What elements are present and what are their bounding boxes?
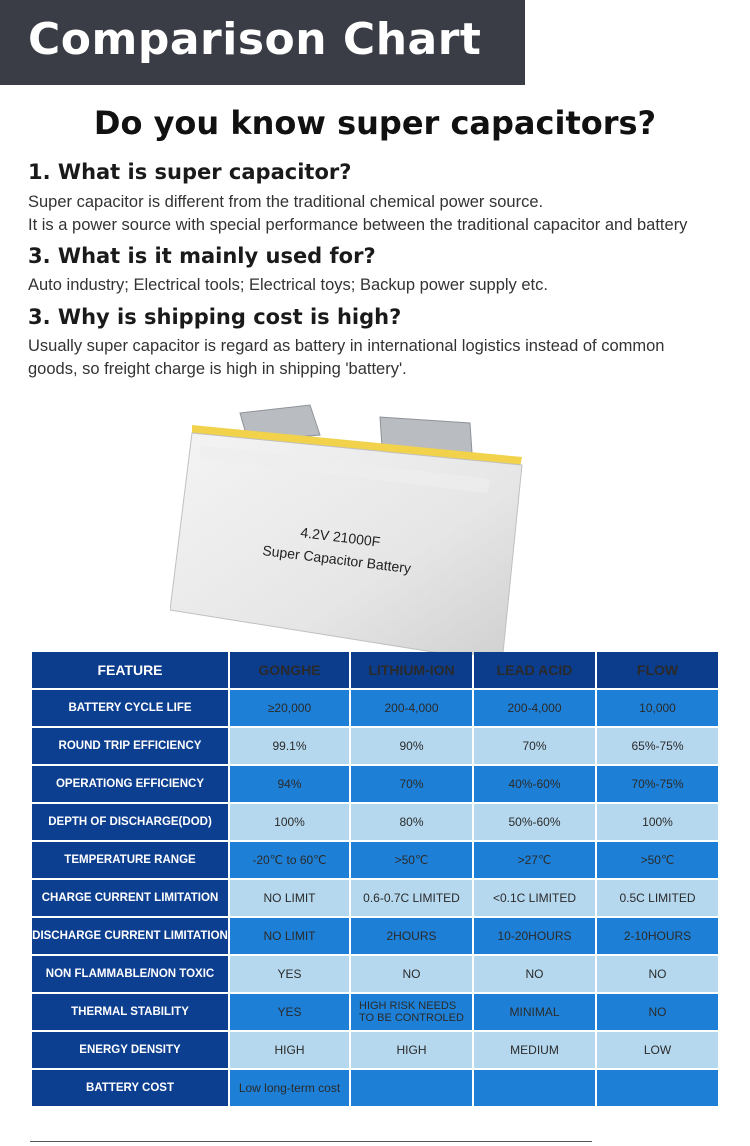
row-label: ROUND TRIP EFFICIENCY	[32, 728, 228, 764]
row-label: BATTERY CYCLE LIFE	[32, 690, 228, 726]
header-lead-acid: LEAD ACID	[474, 652, 595, 688]
table-cell: LOW	[597, 1032, 718, 1068]
table-cell: 40%-60%	[474, 766, 595, 802]
row-label: OPERATIONG EFFICIENCY	[32, 766, 228, 802]
table-cell: >27℃	[474, 842, 595, 878]
table-row	[32, 956, 718, 992]
table-cell: 50%-60%	[474, 804, 595, 840]
question-1: 1. What is super capacitor?	[28, 160, 352, 184]
table-cell: MINIMAL	[474, 994, 595, 1030]
table-cell: -20℃ to 60℃	[230, 842, 349, 878]
table-cell: Low long-term cost	[230, 1070, 349, 1106]
table-cell: NO	[474, 956, 595, 992]
footer-divider	[30, 1141, 592, 1142]
table-row	[32, 1070, 718, 1106]
table-cell: NO	[597, 956, 718, 992]
answer-3-line-1: Usually super capacitor is regard as battery in international logistics instead of common	[28, 337, 665, 355]
row-label: BATTERY COST	[32, 1070, 228, 1106]
table-cell: 2HOURS	[351, 918, 472, 954]
table-cell: 2-10HOURS	[597, 918, 718, 954]
table-cell: NO LIMIT	[230, 918, 349, 954]
table-row	[32, 1032, 718, 1068]
answer-2-line-1: Auto industry; Electrical tools; Electrical toys; Backup power supply etc.	[28, 276, 548, 294]
title-banner	[0, 0, 525, 85]
row-label: CHARGE CURRENT LIMITATION	[32, 880, 228, 916]
table-cell: 100%	[597, 804, 718, 840]
table-row	[32, 766, 718, 802]
product-label-line-2: Super Capacitor Battery	[261, 542, 412, 577]
table-cell: HIGH	[351, 1032, 472, 1068]
table-cell: 99.1%	[230, 728, 349, 764]
header-feature: FEATURE	[32, 652, 228, 688]
table-cell: <0.1C LIMITED	[474, 880, 595, 916]
row-label: TEMPERATURE RANGE	[32, 842, 228, 878]
table-cell	[597, 1070, 718, 1106]
header-gonghe: GONGHE	[230, 652, 349, 688]
table-cell: 94%	[230, 766, 349, 802]
answer-1-line-2: It is a power source with special performance between the traditional capacitor and battery	[28, 216, 688, 234]
super-capacitor-image	[170, 395, 530, 655]
table-cell: >50℃	[351, 842, 472, 878]
table-cell: 10,000	[597, 690, 718, 726]
table-cell: NO LIMIT	[230, 880, 349, 916]
table-row	[32, 728, 718, 764]
table-cell: HIGH	[230, 1032, 349, 1068]
table-row	[32, 880, 718, 916]
table-cell: MEDIUM	[474, 1032, 595, 1068]
table-cell: 10-20HOURS	[474, 918, 595, 954]
table-cell: YES	[230, 956, 349, 992]
table-row	[32, 842, 718, 878]
banner-title: Comparison Chart	[28, 14, 482, 65]
table-cell: 0.5C LIMITED	[597, 880, 718, 916]
table-row	[32, 804, 718, 840]
table-cell: 100%	[230, 804, 349, 840]
page-title: Do you know super capacitors?	[93, 104, 657, 142]
header-flow: FLOW	[597, 652, 718, 688]
question-3: 3. Why is shipping cost is high?	[28, 305, 402, 329]
table-header-row	[32, 652, 718, 688]
table-cell: YES	[230, 994, 349, 1030]
table-cell: 70%	[351, 766, 472, 802]
table-cell: >50℃	[597, 842, 718, 878]
row-label: ENERGY DENSITY	[32, 1032, 228, 1068]
table-cell: NO	[351, 956, 472, 992]
table-cell: 90%	[351, 728, 472, 764]
table-cell: 65%-75%	[597, 728, 718, 764]
table-row	[32, 690, 718, 726]
row-label: DEPTH OF DISCHARGE(DOD)	[32, 804, 228, 840]
header-lithium-ion: LITHIUM-ION	[351, 652, 472, 688]
answer-1-line-1: Super capacitor is different from the traditional chemical power source.	[28, 193, 544, 211]
table-cell: 70%-75%	[597, 766, 718, 802]
table-cell	[351, 1070, 472, 1106]
table-cell: 200-4,000	[474, 690, 595, 726]
table-cell: 70%	[474, 728, 595, 764]
table-cell	[474, 1070, 595, 1106]
table-cell: HIGH RISK NEEDS TO BE CONTROLED	[351, 994, 472, 1030]
row-label: NON FLAMMABLE/NON TOXIC	[32, 956, 228, 992]
answer-3-line-2: goods, so freight charge is high in shipping 'battery'.	[28, 360, 407, 378]
row-label: THERMAL STABILITY	[32, 994, 228, 1030]
table-cell: ≥20,000	[230, 690, 349, 726]
question-2: 3. What is it mainly used for?	[28, 244, 376, 268]
table-row	[32, 994, 718, 1030]
table-cell: 0.6-0.7C LIMITED	[351, 880, 472, 916]
table-row	[32, 918, 718, 954]
comparison-table	[30, 650, 720, 1108]
product-label-line-1: 4.2V 21000F	[299, 524, 382, 550]
table-cell: NO	[597, 994, 718, 1030]
row-label: DISCHARGE CURRENT LIMITATION	[32, 918, 228, 954]
table-cell: 80%	[351, 804, 472, 840]
table-cell: 200-4,000	[351, 690, 472, 726]
